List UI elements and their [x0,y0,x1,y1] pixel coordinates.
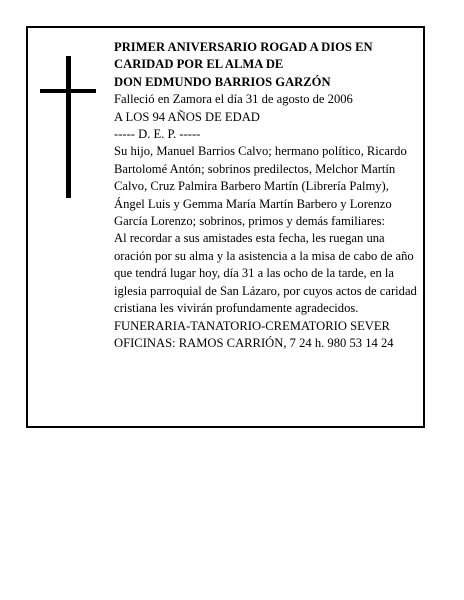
header-line-2: CARIDAD POR EL ALMA DE [114,57,284,72]
message-paragraph: Al recordar a sus amistades esta fecha, les ruegan una oración por su alma y la asistencia a la misa de cabo de año que tendrá lugar hoy, día 31 a las ocho de la tarde, en la iglesia parroquial de San Lázaro, por cuyos actos de caridad cristiana les vivirán profundamente agradecidos. [114,231,417,316]
death-info: Falleció en Zamora el día 31 de agosto de 2006 [114,92,353,107]
deceased-name: DON EDMUNDO BARRIOS GARZÓN [114,74,331,89]
rip-line: ----- D. E. P. ----- [114,127,201,142]
notice-text [114,39,422,352]
offices-line: OFICINAS: RAMOS CARRIÓN, 7 24 h. 980 53 14 24 [114,335,394,350]
funeral-home: FUNERARIA-TANATORIO-CREMATORIO SEVER [114,318,390,333]
header-line-1: PRIMER ANIVERSARIO ROGAD A DIOS EN [114,40,373,54]
cross-horizontal-bar [40,89,96,93]
family-paragraph: Su hijo, Manuel Barrios Calvo; hermano político, Ricardo Bartolomé Antón; sobrinos predilectos, Melchor Martín Calvo, Cruz Palmira Barbero Martín (Librería Palmy), Ángel Luis y Gemma María Martín Barbero y Lorenzo García Lorenzo; sobrinos, primos y demás familiares: [114,144,407,229]
age-line: A LOS 94 AÑOS DE EDAD [114,109,260,124]
cross-vertical-bar [66,56,71,198]
obituary-notice [26,26,425,428]
cross-icon [40,56,96,198]
